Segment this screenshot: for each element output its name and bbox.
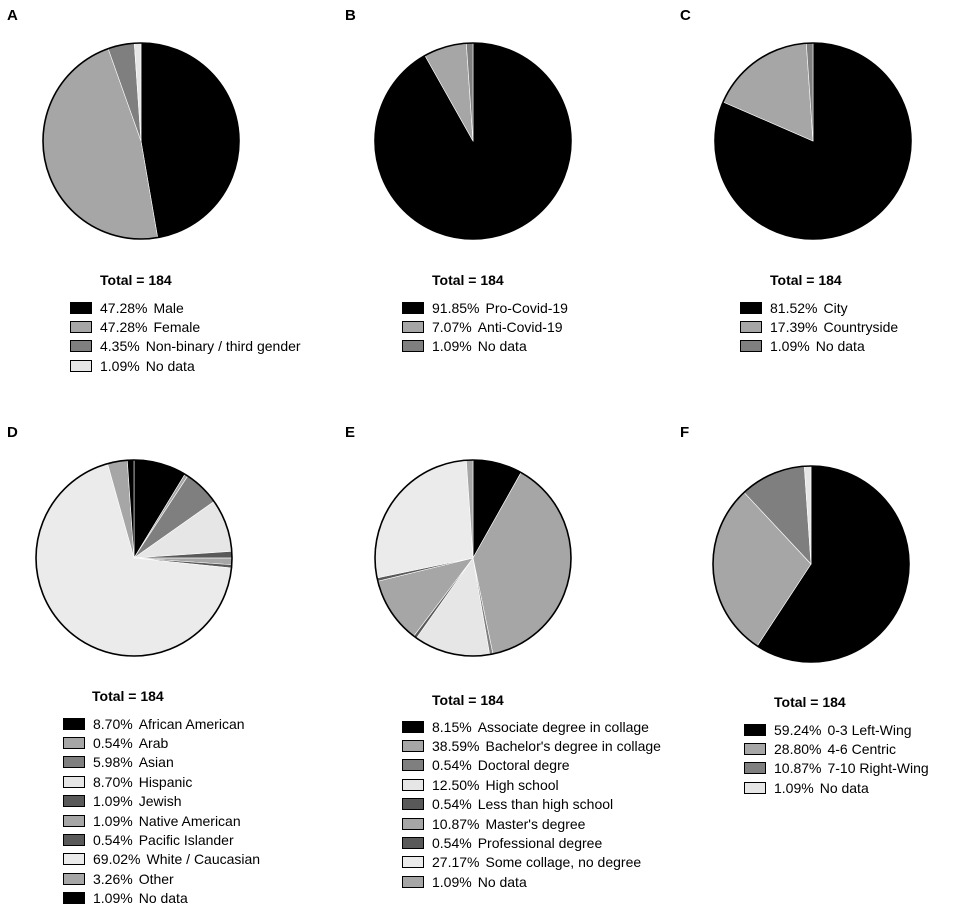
legend-percent: 1.09% [93, 890, 133, 907]
legend-label: Countryside [823, 319, 899, 336]
legend-percent: 38.59% [432, 738, 480, 755]
legend-percent: 1.09% [93, 812, 133, 829]
legend-swatch [63, 776, 85, 788]
legend-label: No data [477, 338, 527, 355]
panel-letter: A [7, 7, 18, 24]
legend-swatch [63, 892, 85, 904]
legend-item [70, 317, 301, 336]
legend-item [402, 795, 661, 814]
legend-swatch [744, 724, 766, 736]
legend-label: Master's degree [485, 815, 586, 832]
legend-item [63, 733, 260, 752]
legend-label: Asian [138, 754, 174, 771]
legend-label: City [823, 299, 848, 316]
legend-item [63, 869, 260, 888]
legend-item [70, 337, 301, 356]
legend-item [63, 714, 260, 733]
legend-percent: 0.54% [432, 796, 472, 813]
total-label: Total = 184 [774, 694, 846, 710]
legend-item [402, 317, 568, 336]
legend-label: Arab [138, 735, 169, 752]
legend-swatch [744, 762, 766, 774]
legend-swatch [63, 873, 85, 885]
legend-label: Associate degree in collage [477, 718, 649, 735]
legend-label: Non-binary / third gender [145, 338, 301, 355]
pie-chart-a [41, 41, 241, 241]
legend-swatch [63, 853, 85, 865]
legend-label: Some collage, no degree [485, 854, 642, 871]
legend-swatch [402, 779, 424, 791]
legend-percent: 91.85% [432, 299, 480, 316]
panel-letter: C [680, 7, 691, 24]
total-label: Total = 184 [770, 272, 842, 288]
legend-percent: 0.54% [432, 757, 472, 774]
legend-label: African American [138, 715, 245, 732]
legend-item [402, 736, 661, 755]
pie-chart-b [373, 41, 573, 241]
legend-label: No data [138, 890, 188, 907]
legend-item [63, 830, 260, 849]
legend-swatch [402, 740, 424, 752]
legend-percent: 1.09% [100, 357, 140, 374]
legend-percent: 81.52% [770, 299, 818, 316]
total-label: Total = 184 [100, 272, 172, 288]
legend-item [402, 814, 661, 833]
legend-item [402, 337, 568, 356]
pie-chart-d [34, 458, 234, 658]
legend-label: Other [138, 870, 174, 887]
legend-e [402, 717, 661, 892]
legend-swatch [63, 795, 85, 807]
legend-percent: 28.80% [774, 741, 822, 758]
panel-letter: E [345, 424, 356, 441]
legend-percent: 47.28% [100, 299, 148, 316]
legend-swatch [740, 340, 762, 352]
legend-swatch [740, 321, 762, 333]
legend-item [402, 717, 661, 736]
legend-swatch [744, 782, 766, 794]
legend-c [740, 298, 898, 356]
legend-label: Anti-Covid-19 [477, 319, 563, 336]
legend-percent: 1.09% [432, 873, 472, 890]
legend-swatch [70, 360, 92, 372]
legend-swatch [63, 737, 85, 749]
legend-label: Less than high school [477, 796, 614, 813]
legend-percent: 0.54% [93, 832, 133, 849]
legend-percent: 8.15% [432, 718, 472, 735]
legend-percent: 17.39% [770, 319, 818, 336]
legend-item [740, 298, 898, 317]
legend-percent: 27.17% [432, 854, 480, 871]
legend-label: High school [485, 776, 559, 793]
pie-chart-c [713, 41, 913, 241]
legend-swatch [402, 321, 424, 333]
legend-item [402, 756, 661, 775]
legend-label: Professional degree [477, 835, 603, 852]
legend-swatch [63, 834, 85, 846]
legend-item [740, 337, 898, 356]
legend-label: Pacific Islander [138, 832, 234, 849]
legend-item [744, 778, 929, 797]
legend-swatch [70, 340, 92, 352]
pie-slice-some-collage-no-degree [375, 460, 473, 578]
legend-swatch [402, 721, 424, 733]
legend-percent: 12.50% [432, 776, 480, 793]
pie-chart-e [373, 458, 573, 658]
legend-swatch [63, 718, 85, 730]
legend-label: Male [153, 299, 184, 316]
panel-letter: F [680, 424, 690, 441]
legend-percent: 8.70% [93, 773, 133, 790]
legend-swatch [63, 756, 85, 768]
legend-b [402, 298, 568, 356]
legend-swatch [740, 302, 762, 314]
legend-percent: 1.09% [774, 779, 814, 796]
legend-percent: 1.09% [93, 793, 133, 810]
total-label: Total = 184 [92, 688, 164, 704]
legend-swatch [402, 302, 424, 314]
legend-item [70, 356, 301, 375]
legend-item [63, 889, 260, 908]
legend-label: No data [819, 779, 869, 796]
legend-percent: 0.54% [93, 735, 133, 752]
legend-swatch [402, 856, 424, 868]
legend-swatch [744, 743, 766, 755]
legend-swatch [63, 815, 85, 827]
legend-item [63, 850, 260, 869]
legend-label: Bachelor's degree in collage [485, 738, 661, 755]
legend-percent: 3.26% [93, 870, 133, 887]
legend-percent: 59.24% [774, 721, 822, 738]
legend-percent: 1.09% [770, 338, 810, 355]
legend-item [744, 759, 929, 778]
legend-f [744, 720, 929, 798]
legend-item [744, 720, 929, 739]
legend-label: 0-3 Left-Wing [827, 721, 912, 738]
legend-label: No data [145, 357, 195, 374]
legend-item [740, 317, 898, 336]
legend-item [70, 298, 301, 317]
legend-item [402, 775, 661, 794]
legend-swatch [402, 798, 424, 810]
legend-item [402, 872, 661, 891]
legend-label: No data [815, 338, 865, 355]
legend-percent: 5.98% [93, 754, 133, 771]
legend-label: 4-6 Centric [827, 741, 896, 758]
legend-item [63, 772, 260, 791]
legend-label: Pro-Covid-19 [485, 299, 568, 316]
legend-percent: 4.35% [100, 338, 140, 355]
pie-slice-male [141, 43, 239, 238]
legend-percent: 0.54% [432, 835, 472, 852]
total-label: Total = 184 [432, 692, 504, 708]
legend-item [402, 853, 661, 872]
legend-label: Native American [138, 812, 241, 829]
legend-swatch [70, 302, 92, 314]
legend-label: Jewish [138, 793, 182, 810]
total-label: Total = 184 [432, 272, 504, 288]
legend-item [402, 298, 568, 317]
legend-percent: 8.70% [93, 715, 133, 732]
legend-label: No data [477, 873, 527, 890]
legend-item [402, 833, 661, 852]
legend-d [63, 714, 260, 908]
legend-percent: 10.87% [774, 760, 822, 777]
legend-swatch [402, 340, 424, 352]
legend-label: White / Caucasian [146, 851, 261, 868]
legend-percent: 69.02% [93, 851, 141, 868]
legend-a [70, 298, 301, 376]
legend-swatch [70, 321, 92, 333]
legend-percent: 7.07% [432, 319, 472, 336]
legend-percent: 47.28% [100, 319, 148, 336]
legend-label: 7-10 Right-Wing [827, 760, 929, 777]
legend-label: Female [153, 319, 201, 336]
legend-item [63, 792, 260, 811]
legend-item [63, 753, 260, 772]
legend-item [63, 811, 260, 830]
legend-item [744, 739, 929, 758]
legend-swatch [402, 818, 424, 830]
legend-swatch [402, 759, 424, 771]
legend-swatch [402, 837, 424, 849]
panel-letter: B [345, 7, 356, 24]
pie-chart-f [711, 464, 911, 664]
panel-letter: D [7, 424, 18, 441]
legend-percent: 1.09% [432, 338, 472, 355]
legend-percent: 10.87% [432, 815, 480, 832]
legend-swatch [402, 876, 424, 888]
legend-label: Doctoral degre [477, 757, 570, 774]
legend-label: Hispanic [138, 773, 193, 790]
